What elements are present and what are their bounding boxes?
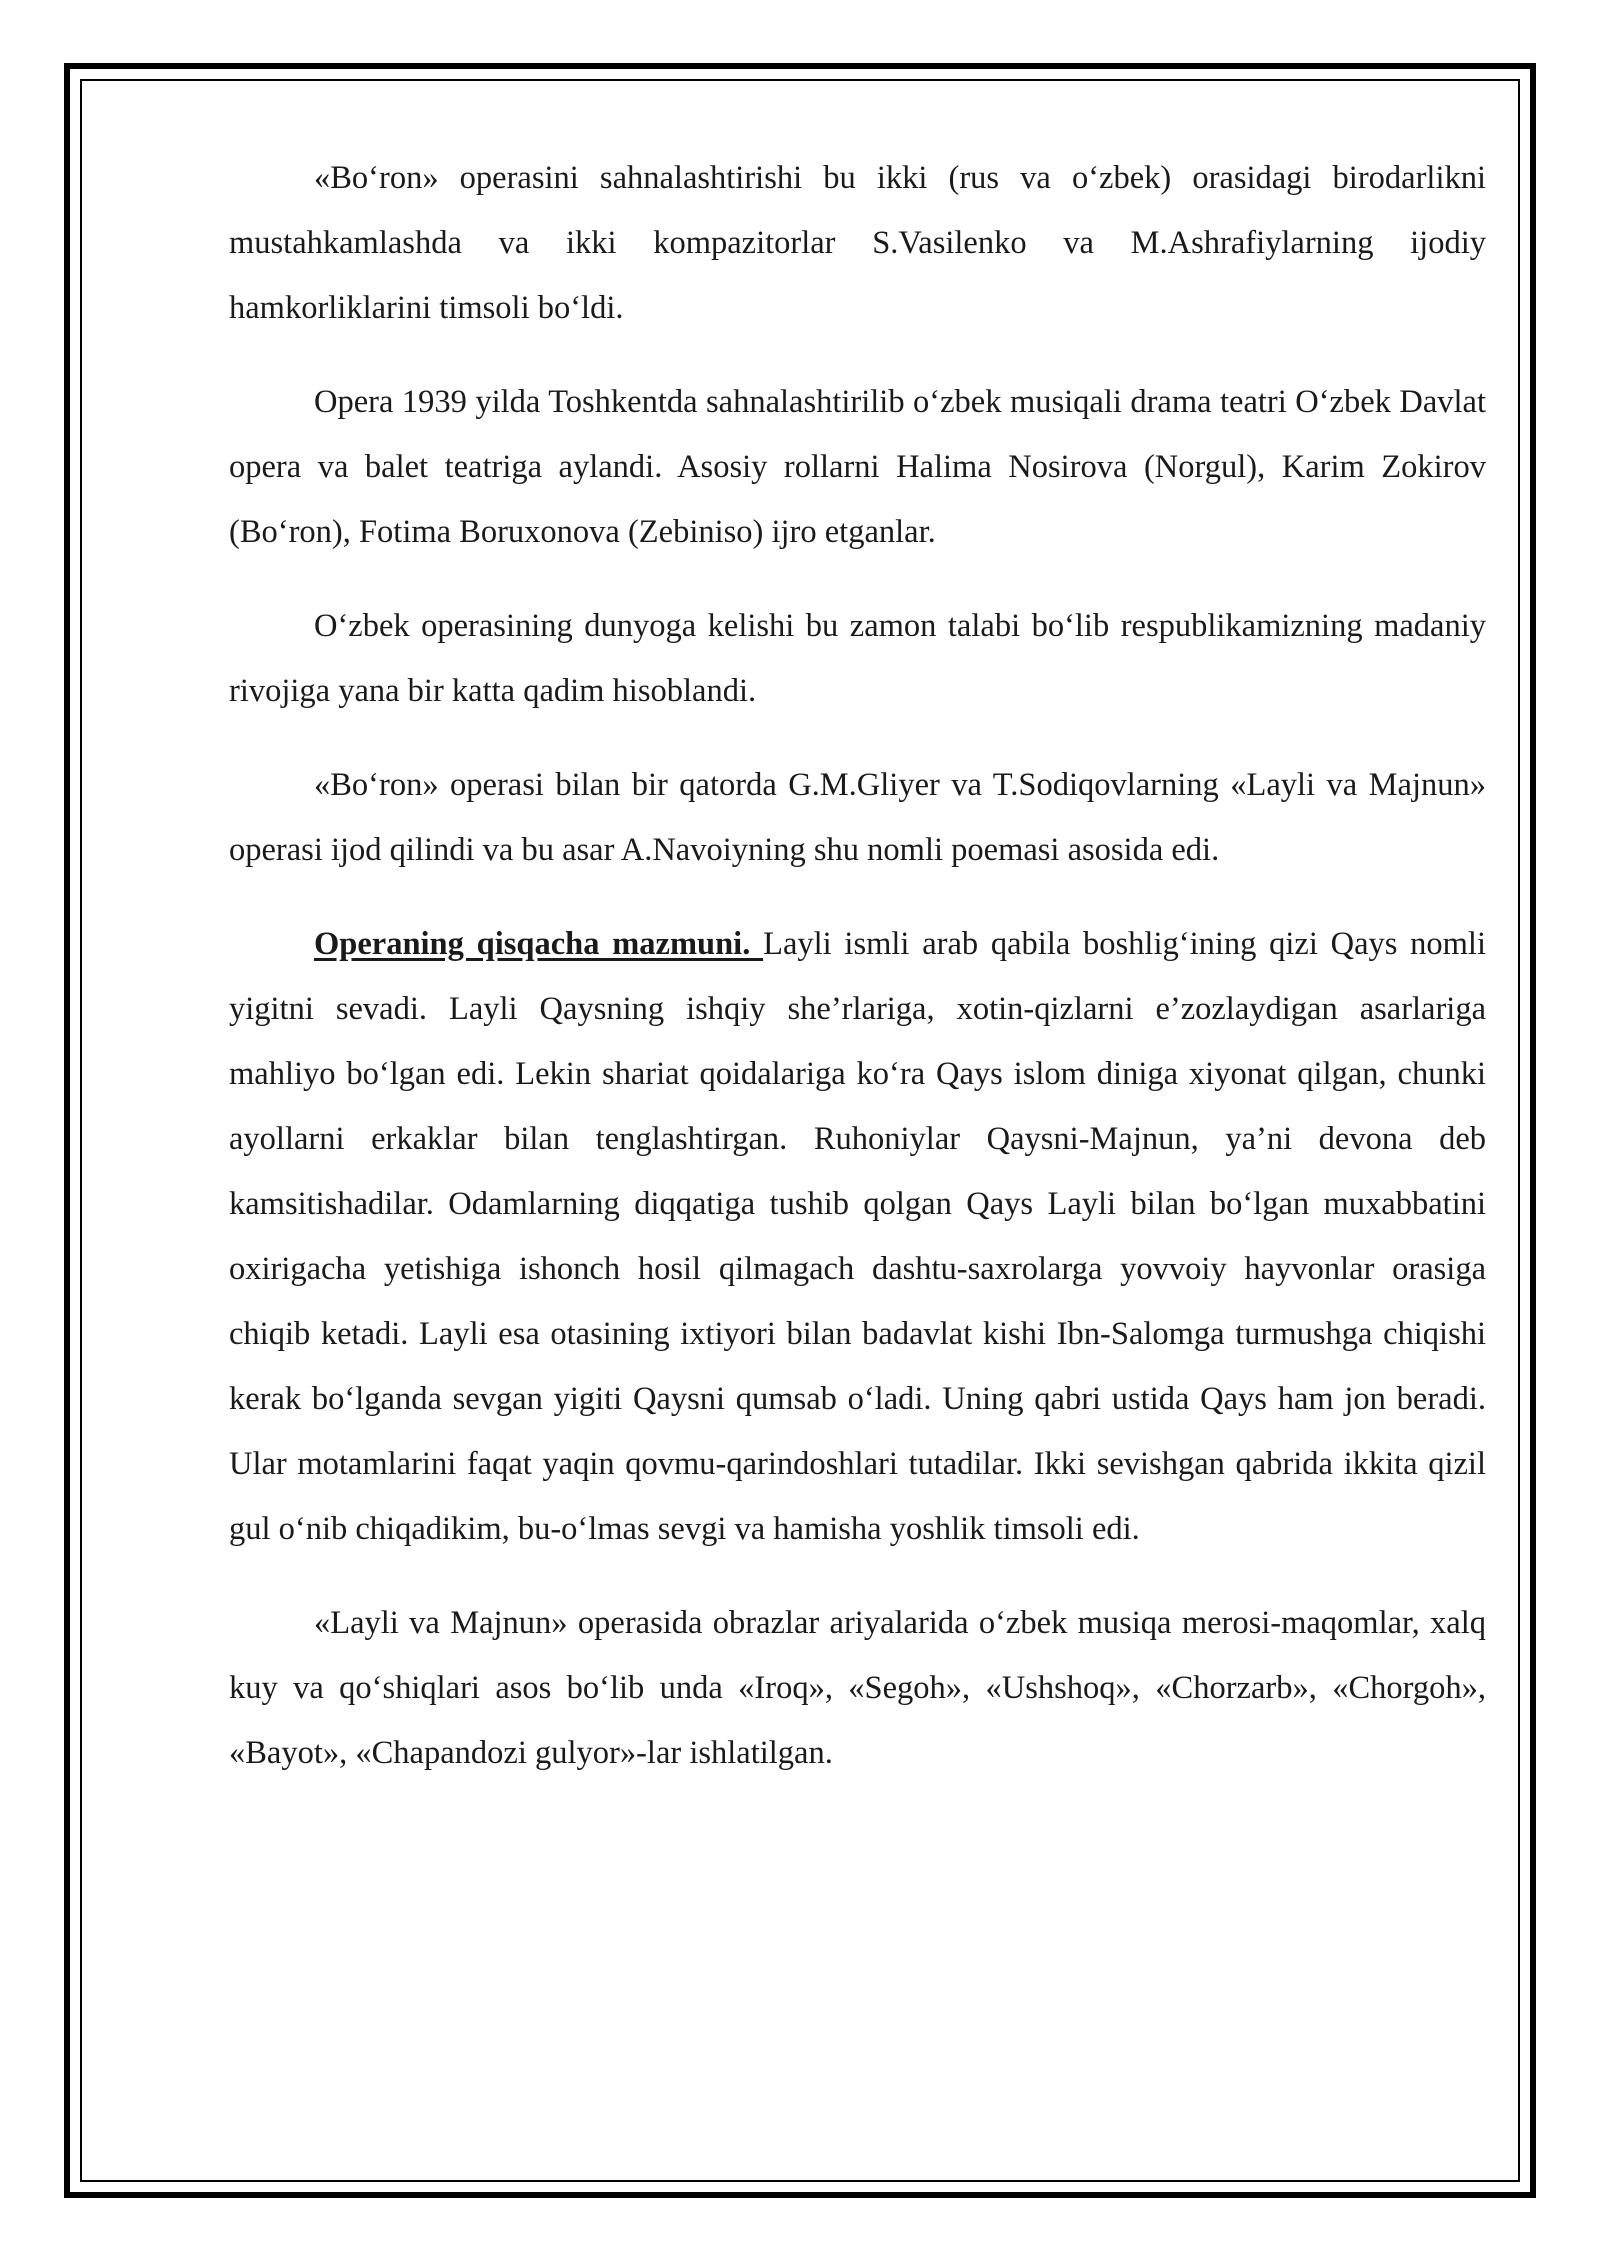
paragraph-3-text: O‘zbek operasining dunyoga kelishi bu zamon talabi bo‘lib respublikamizning madaniy rivojiga yana bir katta qadim hisoblandi. xyxy=(229,608,1486,709)
paragraph-1-text: «Bo‘ron» operasini sahnalashtirishi bu ikki (rus va o‘zbek) orasidagi birodarlikni mustahkamlashda va ikki kompazitorlar S.Vasilenko va M.Ashrafiylarning ijodiy hamkorliklarini timsoli bo‘ldi. xyxy=(229,160,1486,326)
paragraph-2 xyxy=(229,370,1486,565)
paragraph-1 xyxy=(229,146,1486,341)
paragraph-6 xyxy=(229,1591,1486,1786)
paragraph-4 xyxy=(229,753,1486,883)
document-body xyxy=(229,146,1486,1815)
paragraph-5-text: Layli ismli arab qabila boshlig‘ining qizi Qays nomli yigitni sevadi. Layli Qaysning ishqiy she’rlariga, xotin-qizlarni e’zozlaydigan asarlariga mahliyo bo‘lgan edi. Lekin shariat qoidalariga ko‘ra Qays islom diniga xiyonat qilgan, chunki ayollarni erkaklar bilan tenglashtirgan. Ruhoniylar Qaysni-Majnun, ya’ni devona deb kamsitishadilar. Odamlarning diqqatiga tushib qolgan Qays Layli bilan bo‘lgan muxabbatini oxirigacha yetishiga ishonch hosil qilmagach dashtu-saxrolarga yovvoiy hayvonlar orasiga chiqib ketadi. Layli esa otasining ixtiyori bilan badavlat kishi Ibn-Salomga turmushga chiqishi kerak bo‘lganda sevgan yigiti Qaysni qumsab o‘ladi. Uning qabri ustida Qays ham jon beradi. Ular motamlarini faqat yaqin qovmu-qarindoshlari tutadilar. Ikki sevishgan qabrida ikkita qizil gul o‘nib chiqadikim, bu-o‘lmas sevgi va hamisha yoshlik timsoli edi. xyxy=(229,926,1486,1547)
paragraph-4-text: «Bo‘ron» operasi bilan bir qatorda G.M.Gliyer va T.Sodiqovlarning «Layli va Majnun» operasi ijod qilindi va bu asar A.Navoiyning shu nomli poemasi asosida edi. xyxy=(229,767,1486,868)
paragraph-3 xyxy=(229,594,1486,724)
paragraph-5 xyxy=(229,912,1486,1562)
section-heading: Operaning qisqacha mazmuni. xyxy=(314,926,764,962)
paragraph-2-text: Opera 1939 yilda Toshkentda sahnalashtirilib o‘zbek musiqali drama teatri O‘zbek Davlat opera va balet teatriga aylandi. Asosiy rollarni Halima Nosirova (Norgul), Karim Zokirov (Bo‘ron), Fotima Boruxonova (Zebiniso) ijro etganlar. xyxy=(229,384,1486,550)
paragraph-6-text: «Layli va Majnun» operasida obrazlar ariyalarida o‘zbek musiqa merosi-maqomlar, xalq kuy va qo‘shiqlari asos bo‘lib unda «Iroq», «Segoh», «Ushshoq», «Chorzarb», «Chorgoh», «Bayot», «Chapandozi gulyor»-lar ishlatilgan. xyxy=(229,1605,1486,1771)
